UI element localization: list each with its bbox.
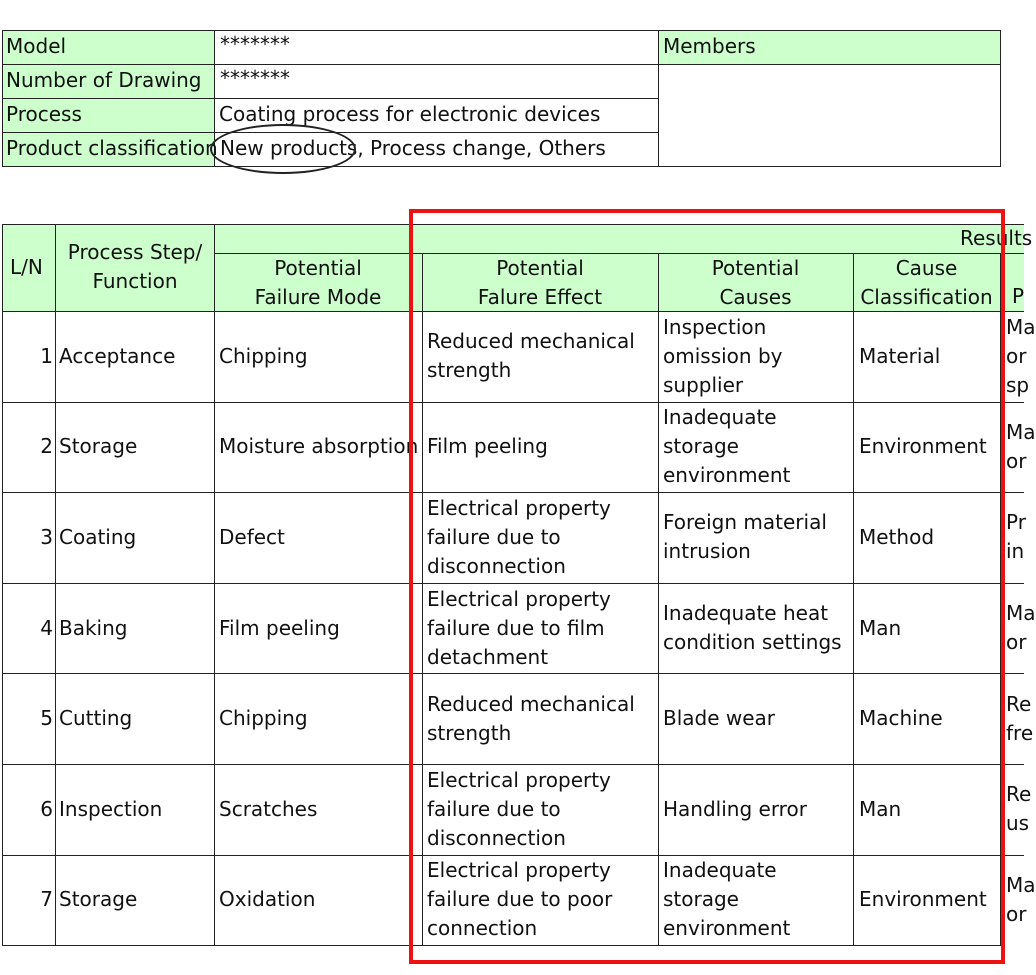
failure-mode: Film peeling (219, 615, 340, 640)
failure-mode: Oxidation (219, 887, 316, 912)
row-number: 1 (40, 343, 53, 368)
cause-classification: Environment (859, 434, 987, 459)
classification-label: Product classification (6, 136, 218, 160)
next-column-text: Re fre (1006, 691, 1034, 745)
potential-causes: Inadequate storage environment (663, 858, 791, 941)
cause-classification: Man (859, 796, 902, 821)
process-step: Inspection (59, 796, 163, 821)
next-column-text: Pr in (1006, 510, 1026, 564)
process-step: Cutting (59, 706, 133, 731)
drawing-value: ******* (220, 66, 290, 90)
row-number: 7 (40, 887, 53, 912)
failure-effect: Electrical property failure due to disconnection (427, 495, 611, 578)
failure-effect: Electrical property failure due to film detachment (427, 586, 611, 669)
process-label: Process (6, 102, 82, 126)
header-ln: L/N (10, 255, 43, 279)
potential-causes: Inspection omission by supplier (663, 314, 783, 397)
cause-classification: Material (859, 343, 941, 368)
potential-causes: Inadequate storage environment (663, 405, 791, 488)
header-step: Process Step/ Function (67, 240, 203, 293)
highlight-box (409, 209, 1005, 964)
process-step: Acceptance (59, 343, 176, 368)
failure-effect: Reduced mechanical strength (427, 329, 635, 383)
next-column-text: Ma or (1006, 601, 1036, 655)
failure-effect: Electrical property failure due to disconnection (427, 767, 611, 850)
potential-causes: Blade wear (663, 706, 776, 731)
row-number: 2 (40, 434, 53, 459)
failure-effect: Film peeling (427, 434, 548, 459)
cause-classification: Man (859, 615, 902, 640)
cause-classification: Machine (859, 706, 943, 731)
process-value: Coating process for electronic devices (219, 102, 601, 126)
header-failure-mode: Potential Failure Mode (254, 256, 382, 309)
process-step: Storage (59, 887, 138, 912)
row-number: 6 (40, 796, 53, 821)
cause-classification: Environment (859, 887, 987, 912)
header-causes: Potential Causes (711, 256, 800, 309)
members-label: Members (663, 34, 756, 58)
row-number: 5 (40, 706, 53, 731)
next-column-text: Ma or (1006, 419, 1036, 473)
next-column-text: Re us (1006, 782, 1032, 836)
selection-ellipse (210, 124, 356, 174)
drawing-label: Number of Drawing (6, 68, 202, 92)
model-label: Model (6, 34, 67, 58)
row-number: 4 (40, 615, 53, 640)
process-step: Coating (59, 524, 137, 549)
next-column-text: Ma or sp (1006, 314, 1036, 397)
failure-effect: Reduced mechanical strength (427, 691, 635, 745)
failure-effect: Electrical property failure due to poor connection (427, 858, 613, 941)
failure-mode: Chipping (219, 343, 308, 368)
potential-causes: Handling error (663, 796, 807, 821)
header-failure-effect: Potential Falure Effect (477, 256, 603, 309)
header-next-column: P (1012, 284, 1025, 308)
classification-selected: New products (220, 136, 358, 160)
process-step: Baking (59, 615, 128, 640)
cause-classification: Method (859, 524, 935, 549)
next-column-text: Ma or (1006, 872, 1036, 926)
model-value: ******* (220, 32, 290, 56)
failure-mode: Scratches (219, 796, 318, 821)
header-cause-classification: Cause Classification (860, 256, 993, 309)
process-step: Storage (59, 434, 138, 459)
potential-causes: Foreign material intrusion (663, 510, 827, 564)
failure-mode: Moisture absorption (219, 434, 419, 459)
failure-mode: Defect (219, 524, 285, 549)
header-results: Results (960, 226, 1033, 250)
classification-other-options: , Process change, Others (357, 136, 606, 160)
failure-mode: Chipping (219, 706, 308, 731)
row-number: 3 (40, 524, 53, 549)
potential-causes: Inadequate heat condition settings (663, 601, 842, 655)
